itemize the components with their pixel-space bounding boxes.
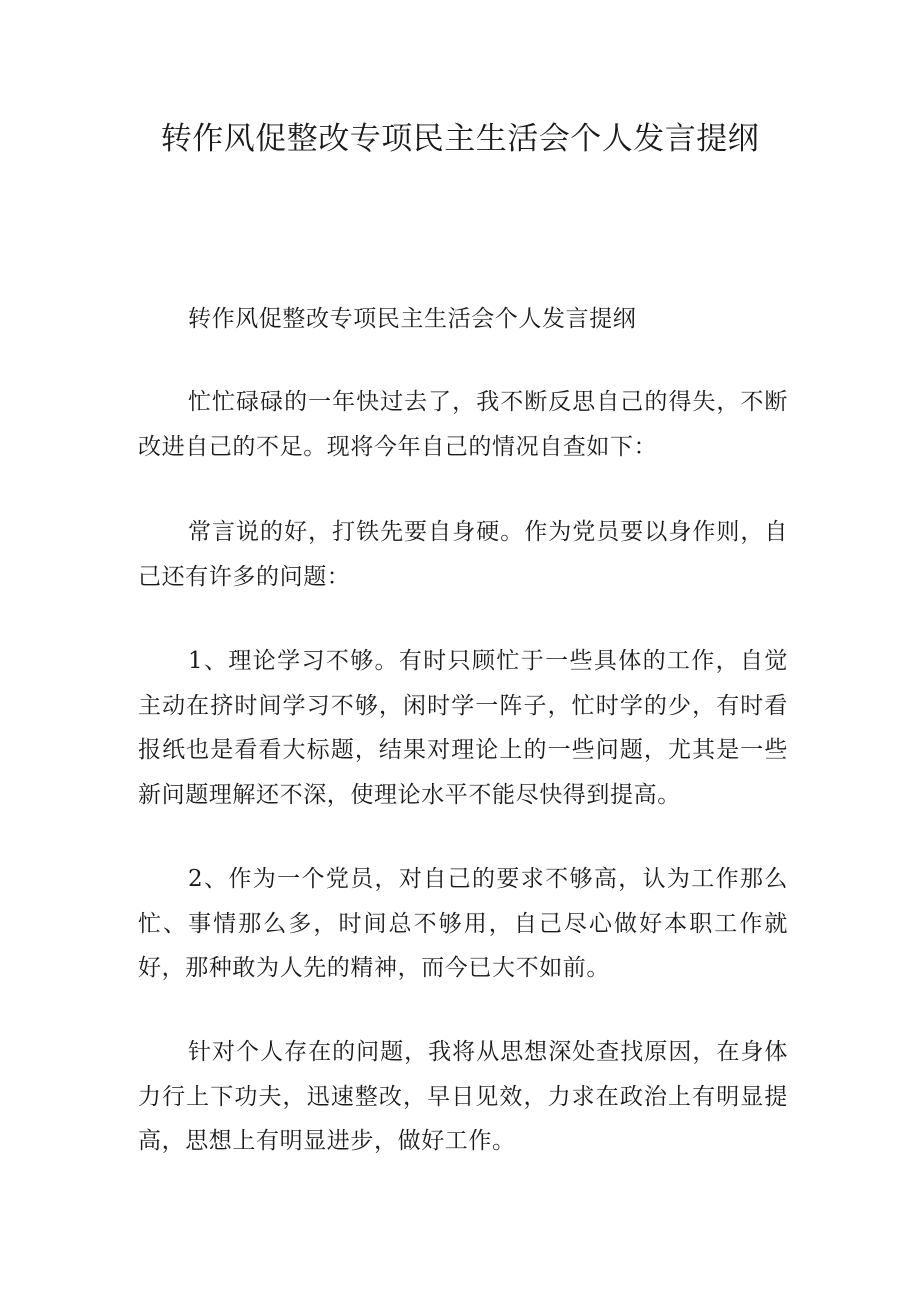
paragraph-intro: 忙忙碌碌的一年快过去了，我不断反思自己的得失，不断改进自己的不足。现将今年自己的情况自查如下： [138, 389, 788, 460]
paragraph-saying: 常言说的好，打铁先要自身硬。作为党员要以身作则，自己还有许多的问题： [138, 519, 788, 590]
document-subtitle: 转作风促整改专项民主生活会个人发言提纲 [188, 306, 637, 332]
paragraph-item-1: 1、理论学习不够。有时只顾忙于一些具体的工作，自觉主动在挤时间学习不够，闲时学一阵子，忙时学的少，有时看报纸也是看看大标题，结果对理论上的一些问题，尤其是一些新问题理解还不深，使理论水平不能尽快得到提高。 [138, 648, 788, 808]
document-title: 转作风促整改专项民主生活会个人发言提纲 [160, 121, 760, 157]
paragraph-closing: 针对个人存在的问题，我将从思想深处查找原因，在身体力行上下功夫，迅速整改，早日见效，力求在政治上有明显提高，思想上有明显进步，做好工作。 [138, 1039, 788, 1154]
paragraph-item-2: 2、作为一个党员，对自己的要求不够高，认为工作那么忙、事情那么多，时间总不够用，自己尽心做好本职工作就好，那种敢为人先的精神，而今已大不如前。 [138, 866, 788, 981]
